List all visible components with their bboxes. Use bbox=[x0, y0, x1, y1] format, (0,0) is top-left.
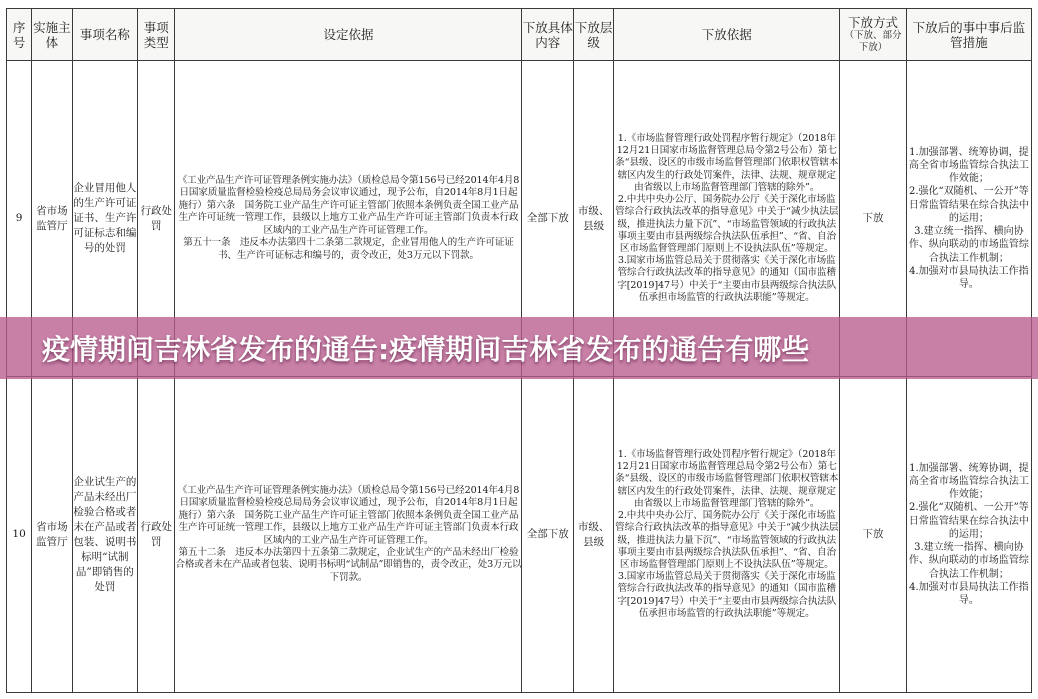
cell-xiafang-basis: 1.《市场监督管理行政处罚程序暂行规定》（2018年12月21日国家市场监督管理总局令第2号公布）第七条“县级、设区的市级市场监督管理部门依职权管辖本辖区内发生的行政处罚案件，法律、法规、规章规定由省级以上市场监督管理部门管辖的除外”。 2.中共中央办公厅、国务院办公厅《关于深化市场监管综合行政执法改革的指导意见》中关于“减少执法层级，推进执法力量下沉”、“市场监管领域的行政执法事项主要由市县两级综合执法队伍承担”、“省、自治区市场监督管理部门原则上不设执法队伍”等规定。 3.国家市场监管总局关于贯彻落实《关于深化市场监管综合行政执法改革的指导意见》的通知（国市监稽字[2019]47号）中关于“主要由市县两级综合执法队伍承担市场监管的行政执法职能”等规定。 bbox=[614, 377, 840, 693]
header-row bbox=[7, 9, 1032, 61]
header-basis: 设定依据 bbox=[175, 9, 522, 61]
header-seq: 序号 bbox=[7, 9, 32, 61]
table-row bbox=[7, 377, 1032, 693]
cell-basis: 《工业产品生产许可证管理条例实施办法》（质检总局令第156号已经2014年4月8日国家质量监督检验检疫总局局务会议审议通过，现予公布，自2014年8月1日起施行）第六条 国务院工业产品生产许可证主管部门依照本条例负责全国工业产品生产许可证统一管理工作，县级以上地方工业产品生产许可证主管部门负责本行政区域内的工业产品生产许可证管理工作。 第五十二条 违反本办法第四十五条第二款规定，企业试生产的产品未经出厂检验合格或者未在产品或者包装、说明书标明“试制品”即销售的，责令改正，处3万元以下罚款。 bbox=[175, 377, 522, 693]
header-content: 下放具体内容 bbox=[522, 9, 573, 61]
header-name: 事项名称 bbox=[72, 9, 138, 61]
header-method-note: （下放、部分下放） bbox=[844, 30, 902, 53]
cell-xiafang-basis: 1.《市场监督管理行政处罚程序暂行规定》（2018年12月21日国家市场监督管理总局令第2号公布）第七条“县级、设区的市级市场监督管理部门依职权管辖本辖区内发生的行政处罚案件，法律、法规、规章规定由省级以上市场监督管理部门管辖的除外”。 2.中共中央办公厅、国务院办公厅《关于深化市场监管综合行政执法改革的指导意见》中关于“减少执法层级，推进执法力量下沉”、“市场监管领域的行政执法事项主要由市县两级综合执法队伍承担”、“省、自治区市场监督管理部门原则上不设执法队伍”等规定。 3.国家市场监管总局关于贯彻落实《关于深化市场监管综合行政执法改革的指导意见》的通知（国市监稽字[2019]47号）中关于“主要由市县两级综合执法队伍承担市场监管的行政执法职能”等规定。 bbox=[614, 61, 840, 377]
cell-subject: 省市场监管厅 bbox=[32, 377, 72, 693]
header-method bbox=[840, 9, 907, 61]
header-type: 事项类型 bbox=[138, 9, 175, 61]
cell-supervision: 1.加强部署、统筹协调，提高全省市场监管综合执法工作效能； 2.强化“双随机、一公开”等日常监管结果在综合执法中的运用； 3.建立统一指挥、横向协作、纵向联动的市场监管综合执法工作机制； 4.加强对市县局执法工作指导。 bbox=[906, 61, 1031, 377]
cell-method: 下放 bbox=[840, 61, 907, 377]
cell-content: 全部下放 bbox=[522, 377, 573, 693]
cell-method: 下放 bbox=[840, 377, 907, 693]
banner-title: 疫情期间吉林省发布的通告:疫情期间吉林省发布的通告有哪些 bbox=[42, 333, 810, 366]
cell-content: 全部下放 bbox=[522, 61, 573, 377]
cell-supervision: 1.加强部署、统筹协调，提高全省市场监管综合执法工作效能； 2.强化“双随机、一公开”等日常监管结果在综合执法中的运用； 3.建立统一指挥、横向协作、纵向联动的市场监管综合执法工作机制； 4.加强对市县局执法工作指导。 bbox=[906, 377, 1031, 693]
header-supervision: 下放后的事中事后监管措施 bbox=[906, 9, 1031, 61]
cell-name: 企业试生产的产品未经出厂检验合格或者未在产品或者包装、说明书标明“试制品”即销售的处罚 bbox=[72, 377, 138, 693]
header-xiafang-basis: 下放依据 bbox=[614, 9, 840, 61]
cell-seq: 10 bbox=[7, 377, 32, 693]
header-method-label: 下放方式 bbox=[848, 15, 899, 30]
cell-seq: 9 bbox=[7, 61, 32, 377]
cell-type: 行政处罚 bbox=[138, 61, 175, 377]
title-banner bbox=[0, 317, 1038, 379]
cell-level: 市级、县级 bbox=[573, 61, 613, 377]
cell-type: 行政处罚 bbox=[138, 377, 175, 693]
header-subject: 实施主体 bbox=[32, 9, 72, 61]
cell-subject: 省市场监管厅 bbox=[32, 61, 72, 377]
header-level: 下放层级 bbox=[573, 9, 613, 61]
cell-level: 市级、县级 bbox=[573, 377, 613, 693]
cell-basis: 《工业产品生产许可证管理条例实施办法》（质检总局令第156号已经2014年4月8日国家质量监督检验检疫总局局务会议审议通过，现予公布，自2014年8月1日起施行）第六条 国务院工业产品生产许可证主管部门依照本条例负责全国工业产品生产许可证统一管理工作，县级以上地方工业产品生产许可证主管部门负责本行政区域内的工业产品生产许可证管理工作。 第五十一条 违反本办法第四十二条第二款规定，企业冒用他人的生产许可证证书、生产许可证标志和编号的，责令改正，处3万元以下罚款。 bbox=[175, 61, 522, 377]
cell-name: 企业冒用他人的生产许可证证书、生产许可证标志和编号的处罚 bbox=[72, 61, 138, 377]
